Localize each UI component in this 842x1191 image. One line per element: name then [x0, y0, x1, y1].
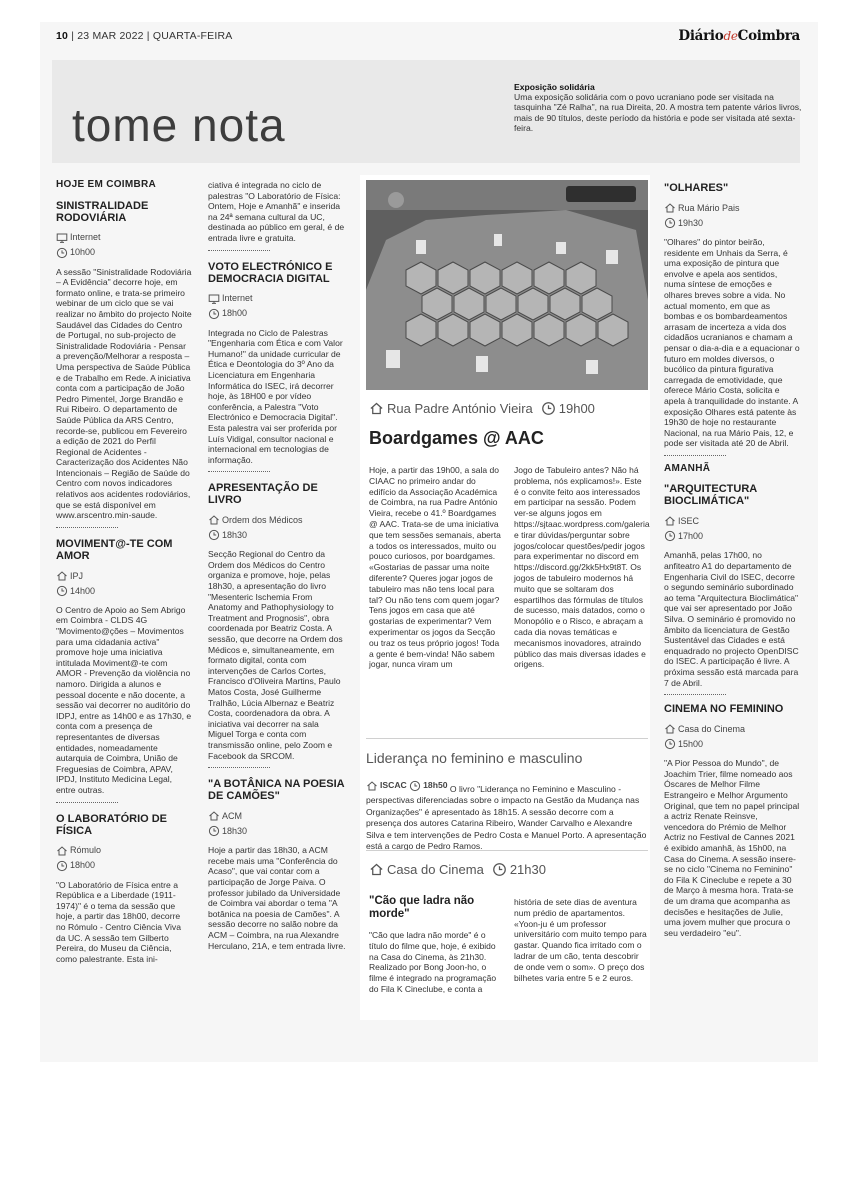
event-time: 17h00: [664, 530, 800, 542]
event-text: O Centro de Apoio ao Sem Abrigo em Coimbra - CLDS 4G "Movimento@ções – Movimentos para uma cidadania activa" promove hoje uma iniciativa intitulada Moviment@-te com AMOR - Prevenção da violência no namoro. Dirigida a alunos e pessoal docente e não docente, a sessão vai decorrer no auditório do IDPJ, entre as 14h00 e as 17h30, e conta com a presença de representantes de diversas entidades, nomeadamente autarquia de Coimbra, União de Freguesias de Coimbra, APAV, IPDJ, Instituto Medicina Legal, entre outras.: [56, 604, 192, 795]
event-text: "A Pior Pessoa do Mundo", de Joachim Trier, filme nomeado aos Óscares de Melhor Filme Estrangeiro e Melhor Argumento Original, que tem no papel principal a actriz Renate Reinsve, vencedora do Prémio de Melhor Actriz no Festival de Cannes 2021 é exibido amanhã, às 15h00, na Casa do Cinema. A sessão insere-se no ciclo "Cinema no Feminino" do Fila K Cineclube e repete a 30 de Março à mesma hora. Trata-se de um drama que acompanha as decisões e hesitações de Julie, uma jovem mulher que procura o seu verdadeiro "eu".: [664, 758, 800, 938]
clock-icon: [208, 825, 220, 837]
event-text: Amanhã, pelas 17h00, no anfiteatro A1 do departamento de Engenharia Civil do ISEC, decorre o segundo seminário subordinado ao tema "Arquitectura Bioclimática" que vai ser apresentado por João Silva. O seminário é promovido no âmbito da licenciatura de Gestão Sustentável das Cidades e está enquadrado no projecto OpenDISC do ISEC. A participação é livre. A próxima sessão está marcada para 7 de Abril.: [664, 550, 799, 688]
separator: [664, 694, 726, 695]
home-icon: [664, 202, 676, 214]
cinema-text-right: história de sete dias de aventura num prédio de apartamentos. «Yoon-ju é um professor universitário com muito tempo para gastar. Quando fica irritado com o ladrar de um cão, tenta descobrir de onde vem o som». O preço dos bilhetes varia entre 5 e 2 euros.: [514, 897, 647, 983]
leadership-meta: ISCAC 18h50: [366, 780, 448, 792]
monitor-icon: [208, 293, 220, 305]
page-meta: 10 | 23 MAR 2022 | QUARTA-FEIRA: [56, 30, 233, 42]
event-title: O LABORATÓRIO DE FÍSICA: [56, 812, 168, 837]
event-title: MOVIMENT@-TE COM AMOR: [56, 537, 173, 562]
clock-icon: [56, 585, 68, 597]
event-title: CINEMA NO FEMININO: [664, 703, 784, 716]
event-place: ISEC: [664, 515, 800, 527]
event-time: 14h00: [56, 585, 192, 597]
leadership-text: ISCAC 18h50 O livro "Liderança no Feminino e Masculino - perspectivas diferenciadas sobre o impacto na Gestão da Mudança nas Organizações" é apresentado às 18h15. A sessão decorre com a presença dos autores Catarina Ribeiro, Wander Carvalho e Alexandre Silva e tem intervenções de Pedro Costa e Manuel Porto. A apresentação está a cargo de Pedro Ramos.: [366, 780, 647, 852]
event-time: 18h30: [208, 529, 346, 541]
main-event-time: 19h00: [558, 401, 595, 416]
clock-icon: [208, 529, 220, 541]
clock-icon: [56, 247, 68, 259]
cinema-text-left: "Cão que ladra não morde" é o título do filme que, hoje, é exibido na Casa do Cinema, às 21h30. Realizado por Bong Joon-ho, o filme é integrado na programação do Fila K Cineclube, e conta a: [369, 930, 497, 994]
divider: [366, 850, 648, 851]
event-place: IPJ: [56, 570, 192, 582]
home-icon: [366, 780, 378, 792]
event-time: 15h00: [664, 738, 800, 750]
expo-box: [514, 82, 804, 133]
event-time: 10h00: [56, 247, 192, 259]
separator: [208, 250, 270, 251]
page-weekday: QUARTA-FEIRA: [152, 30, 233, 42]
event-text: Hoje a partir das 18h30, a ACM recebe mais uma "Conferência do Acaso", que vai contar com a participação de Jorge Paiva. O professor jubilado da Universidade de Coimbra vai abordar o tema "A botânica na poesia de Camões". A sessão decorre no salão nobre da ACM – Coimbra, na rua Alexandre Herculano, 21A, e tem entrada livre.: [208, 845, 346, 951]
clock-icon: [56, 860, 68, 872]
event-place: Rua Mário Pais: [664, 202, 800, 214]
separator: [208, 471, 270, 472]
clock-icon: [492, 862, 507, 877]
clock-icon: [664, 530, 676, 542]
event-text: "Olhares" do pintor beirão, residente em Unhais da Serra, é uma exposição de pintura que envolve e apela aos sentidos, numa síntese de emoções e olhares breves sobre a vida. No actual momento, em que as bombas e os bombardeamentos arrasam de incerteza a vida dos cidadãos ucranianos e chamam a pensar o dia-a-dia e a equacionar o futuro em moldes diversos, o bucólico da pintura figurativa carregada de emotividade, que oferece Mário Costa, solicita e apela à tranquilidade do instante. A exposição Olhares está patente às 19h30 de hoje no restaurante Nacional, na rua Mário Pais, 12, e pode ser visitada até 20 de Abril.: [664, 237, 800, 449]
cinema-meta: [369, 862, 546, 877]
event-time: 18h00: [56, 860, 192, 872]
event-text: A sessão "Sinistralidade Rodoviária – A Evidência" decorre hoje, em formato online, e trata-se primeiro webinar de um ciclo que se vai realizar no âmbito do projecto Noite Saudável das Cidades do Centro de Portugal, no sub-projecto de Sinistralidade Rodoviária - Pensar a prevenção/Melhorar a resposta – Uma perspectiva de Saúde Pública e de Trabalho em Rede. A iniciativa conta com a participação de João Pedro Pimentel, Jorge Brandão e Rui Ribeiro. O departamento de Saúde Pública da ARS Centro, recorde-se, publicou em Fevereiro a edição de 2021 do Perfil Regional de Acidentes - Caracterização dos Acidentes Não Intencionais – Região de Saúde do Centro com novos indicadores relativos aos acidentes rodoviários, que se está disponível em www.arscentro.min-saude.: [56, 266, 192, 521]
board-game-image: [366, 180, 648, 390]
separator: [208, 767, 270, 768]
section-today: HOJE EM COIMBRA: [56, 179, 157, 190]
home-icon: [664, 723, 676, 735]
event-place: ACM: [208, 810, 346, 822]
cinema-title: "Cão que ladra não morde": [369, 895, 475, 920]
event-place: Casa do Cinema: [664, 723, 800, 735]
clock-icon: [409, 780, 421, 792]
event-place: Ordem dos Médicos: [208, 514, 346, 526]
event-text-continued: ciativa é integrada no ciclo de palestras "O Laboratório de Física: Ontem, Hoje e Amanhã" e inserida na 24ª semana cultural da UC, destinada ao público em geral, é de entrada livre e gratuita.: [208, 180, 345, 243]
main-event-place: Rua Padre António Vieira: [387, 401, 533, 416]
leadership-title: Liderança no feminino e masculino: [366, 750, 583, 766]
event-title: VOTO ELECTRÓNICO E DEMOCRACIA DIGITAL: [208, 260, 333, 285]
home-icon: [369, 401, 384, 416]
main-event-text-left: Hoje, a partir das 19h00, a sala do CIAAC no primeiro andar do edifício da Associação Académica de Coimbra, na rua Padre António Vieira, recebe o 41.º Boardgames @ AAC. Trata-se de uma iniciativa que tem sessões semanais, aberta a todos os interessados, muito ou pouco curiosos, por boardgames. «Gostarias de passar uma noite diferente? Queres jogar jogos de tabuleiro mas não tens local para tal? Ou não tens com quem jogar? Tens jogos em casa que até gostarias de experimentar? Vem experimentar os jogos da Secção ou traz os teus próprio jogos! Toda a gente é bem-vinda! Não sabem jogar, nunca viram um: [369, 465, 501, 670]
page-date: 23 MAR 2022: [77, 30, 144, 42]
main-event-text-right: Jogo de Tabuleiro antes? Não há problema, nós explicamos!». Este é o convite feito aos interessados em participar na sessão. Podem ver-se alguns jogos em https://sjtaac.wordpress.com/galeria e tirar dúvidas/perguntar sobre jogos/colocar questões/pedir jogos para experimentar no discord em https://discord.gg/2kk5Hx9t8T. Os jogos de tabuleiro modernos há muito que se soltaram dos espartilhos das fórmulas de títulos de sucesso, mais datados, como o Monopólio e o Risco, e abraçam a cada dia novas temáticas e mecanismos inovadores, atraindo público das mais diversas idades e origens.: [514, 465, 650, 670]
event-title: "OLHARES": [664, 182, 729, 194]
page-number: 10: [56, 30, 69, 42]
home-icon: [664, 515, 676, 527]
cinema-time: 21h30: [509, 862, 546, 877]
separator: [56, 802, 118, 803]
home-icon: [369, 862, 384, 877]
page-header: [56, 28, 800, 46]
expo-title: Exposição solidária: [514, 82, 595, 92]
event-title: "ARQUITECTURA BIOCLIMÁTICA": [664, 483, 757, 508]
clock-icon: [664, 217, 676, 229]
event-time: 18h00: [208, 308, 346, 320]
main-event-title: Boardgames @ AAC: [369, 428, 544, 448]
home-icon: [208, 514, 220, 526]
section-tomorrow: AMANHÃ: [664, 462, 711, 474]
event-place: Rómulo: [56, 845, 192, 857]
event-text: Integrada no Ciclo de Palestras "Engenharia com Ética e com Valor Humano!" da unidade curricular de Ética e Deontologia do 3º Ano da Licenciatura em Engenharia Informática do ISEC, irá decorrer hoje, às 18H00 e por vídeo conferência, a Palestra "Voto Electrónico e Democracia Digital". Esta palestra vai ser proferida por Luís Vidigal, consultor nacional e internacional em tecnologias de informação.: [208, 327, 343, 465]
event-title: SINISTRALIDADE RODOVIÁRIA: [56, 199, 149, 224]
event-text: "O Laboratório de Física entre a República e a Liberdade (1911-1974)" é o tema da sessão que hoje, a partir das 18h00, decorre no Rómulo - Centro Ciência Viva da UC. A sessão tem Gilberto Pereira, do Museu da Ciência, como palestrante. Esta ini-: [56, 879, 181, 964]
event-place: Internet: [208, 293, 346, 305]
event-title: "A BOTÂNICA NA POESIA DE CAMÕES": [208, 778, 345, 803]
event-place: Internet: [56, 232, 192, 244]
column-1: [56, 180, 192, 970]
main-event-meta: [369, 401, 595, 416]
clock-icon: [208, 308, 220, 320]
event-time: 18h30: [208, 825, 346, 837]
event-time: 19h30: [664, 217, 800, 229]
event-text: Secção Regional do Centro da Ordem dos Médicos do Centro organiza e promove, hoje, pelas 18h30, a apresentação do livro "Mesenteric Ischemia From Anatomy and Pathophysiology to Treatment and Prognosis", obra coordenada por Beatriz Costa. A sessão, que decorre na Ordem dos Médicos e, simultaneamente, em formato digital, conta com intervenções de Carlos Cortes, Francisco d'Oliveira Martins, Paulo Matos Costa, José Guilherme Tralhão, Lúcia Albernaz e Beatriz Costa, coordenadora da obra. A iniciativa vai decorrer na sala Miguel Torga e conta com transmissão online, pelo Zoom e Facebook da SRCOM.: [208, 549, 343, 761]
clock-icon: [664, 738, 676, 750]
home-icon: [208, 810, 220, 822]
column-4: [664, 178, 800, 944]
monitor-icon: [56, 232, 68, 244]
separator: [56, 527, 118, 528]
event-title: APRESENTAÇÃO DE LIVRO: [208, 482, 318, 507]
home-icon: [56, 570, 68, 582]
column-2: [208, 180, 346, 957]
section-title: tome nota: [72, 99, 286, 151]
home-icon: [56, 845, 68, 857]
board-game-photo: [366, 180, 648, 390]
clock-icon: [541, 401, 556, 416]
expo-text: Uma exposição solidária com o povo ucraniano pode ser visitada na tasquinha "Zé Ralha", na rua Direita, 20. A mostra tem patente vários livros, mais de 90 títulos, deste período da história e pode ser visitada até sexta-feira.: [514, 92, 802, 133]
cinema-place: Casa do Cinema: [387, 862, 484, 877]
divider: [366, 738, 648, 739]
separator: [664, 455, 726, 456]
newspaper-logo: DiáriodeCoimbra: [678, 28, 800, 44]
